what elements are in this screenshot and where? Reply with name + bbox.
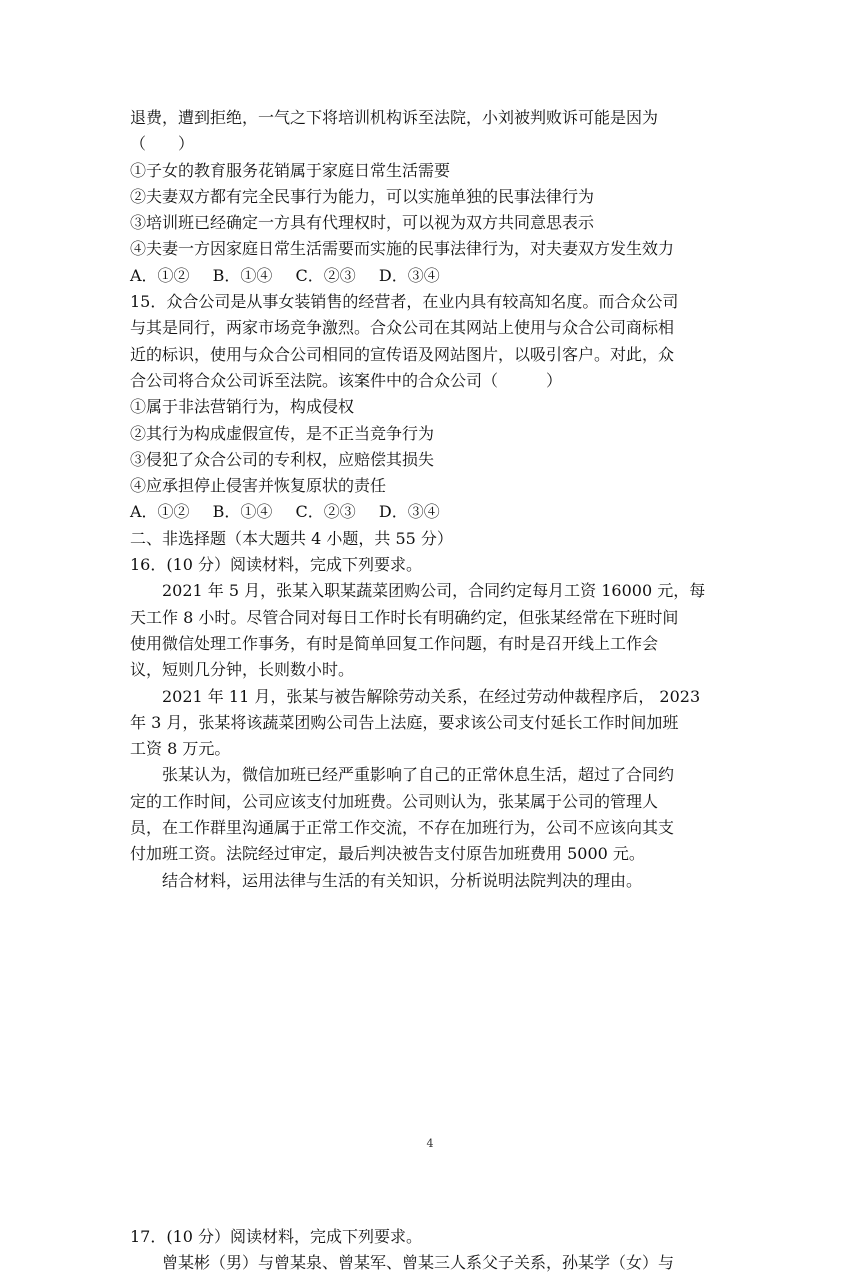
q14-choice-b: B．①④ bbox=[212, 265, 273, 285]
q15-option-2: ②其行为构成虚假宣传，是不正当竞争行为 bbox=[130, 423, 435, 443]
section-2-heading: 二、非选择题（本大题共 4 小题，共 55 分） bbox=[130, 528, 453, 548]
question-16 bbox=[130, 552, 730, 894]
q14-answer-blank: （ ） bbox=[130, 134, 195, 154]
q16-task: 结合材料，运用法律与生活的有关知识，分析说明法院判决的理由。 bbox=[162, 870, 643, 890]
q14-choice-a: A．①② bbox=[130, 265, 190, 285]
q16-para2-line-2: 年 3 月，张某将该蔬菜团购公司告上法庭，要求该公司支付延长工作时间加班 bbox=[130, 712, 679, 732]
q16-para2-line-1: 2021 年 11 月，张某与被告解除劳动关系，在经过劳动仲裁程序后， 2023 bbox=[162, 686, 701, 706]
q14-option-4: ④夫妻一方因家庭日常生活需要而实施的民事法律行为，对夫妻双方发生效力 bbox=[130, 239, 675, 259]
q15-stem-line-2: 与其是同行，两家市场竞争激烈。合众公司在其网站上使用与众合公司商标相 bbox=[130, 318, 675, 338]
q17-para1-line-1: 曾某彬（男）与曾某泉、曾某军、曾某三人系父子关系，孙某学（女）与 bbox=[162, 1253, 675, 1273]
q15-choice-a: A．①② bbox=[130, 502, 190, 522]
q14-stem-line-1: 退费，遭到拒绝，一气之下将培训机构诉至法院，小刘被判败诉可能是因为 bbox=[130, 108, 659, 127]
q15-stem-line-1: 15．众合公司是从事女装销售的经营者，在业内具有较高知名度。而合众公司 bbox=[130, 292, 679, 312]
page-number: 4 bbox=[426, 1137, 434, 1150]
q16-para1-line-2: 天工作 8 小时。尽管合同对每日工作时长有明确约定，但张某经常在下班时间 bbox=[130, 607, 679, 627]
q16-para3-line-4: 付加班工资。法院经过审定，最后判决被告支付原告加班费用 5000 元。 bbox=[130, 844, 645, 864]
q15-option-3: ③侵犯了众合公司的专利权，应赔偿其损失 bbox=[130, 449, 435, 469]
q14-choice-c: C．②③ bbox=[295, 265, 356, 285]
q14-option-3: ③培训班已经确定一方具有代理权时，可以视为双方共同意思表示 bbox=[130, 213, 595, 233]
question-15 bbox=[130, 289, 730, 526]
q16-para1-line-1: 2021 年 5 月，张某入职某蔬菜团购公司，合同约定每月工资 16000 元，每 bbox=[162, 581, 706, 601]
q16-para3-line-1: 张某认为，微信加班已经严重影响了自己的正常休息生活，超过了合同约 bbox=[162, 765, 675, 785]
answer-space bbox=[130, 894, 730, 1224]
q15-choices bbox=[130, 499, 730, 525]
q16-para2-line-3: 工资 8 万元。 bbox=[130, 739, 231, 759]
q16-para1-line-4: 议，短则几分钟，长则数小时。 bbox=[130, 660, 355, 680]
q15-stem-line-3: 近的标识，使用与众合公司相同的宣传语及网站图片，以吸引客户。对此，众 bbox=[130, 344, 675, 364]
q15-option-1: ①属于非法营销行为，构成侵权 bbox=[130, 397, 355, 417]
q15-option-4: ④应承担停止侵害并恢复原状的责任 bbox=[130, 476, 387, 496]
q17-title: 17．(10 分）阅读材料，完成下列要求。 bbox=[130, 1226, 423, 1246]
q14-choice-d: D．③④ bbox=[378, 265, 440, 285]
question-17 bbox=[130, 1224, 730, 1277]
q15-choice-b: B．①④ bbox=[212, 502, 273, 522]
q16-para3-line-2: 定的工作时间，公司应该支付加班费。公司则认为，张某属于公司的管理人 bbox=[130, 791, 659, 811]
q16-title: 16．(10 分）阅读材料，完成下列要求。 bbox=[130, 555, 423, 575]
page-content bbox=[130, 105, 730, 1277]
q14-choices bbox=[130, 263, 730, 289]
q15-choice-d: D．③④ bbox=[378, 502, 440, 522]
q15-choice-c: C．②③ bbox=[295, 502, 356, 522]
q16-para3-line-3: 员，在工作群里沟通属于正常工作交流，不存在加班行为，公司不应该向其支 bbox=[130, 818, 675, 838]
question-14 bbox=[130, 105, 730, 289]
q15-stem-line-4: 合公司将合众公司诉至法院。该案件中的合众公司（ ） bbox=[130, 370, 563, 390]
q16-para1-line-3: 使用微信处理工作事务，有时是简单回复工作问题，有时是召开线上工作会 bbox=[130, 633, 659, 653]
q14-option-1: ①子女的教育服务花销属于家庭日常生活需要 bbox=[130, 160, 451, 180]
q14-option-2: ②夫妻双方都有完全民事行为能力，可以实施单独的民事法律行为 bbox=[130, 186, 595, 206]
